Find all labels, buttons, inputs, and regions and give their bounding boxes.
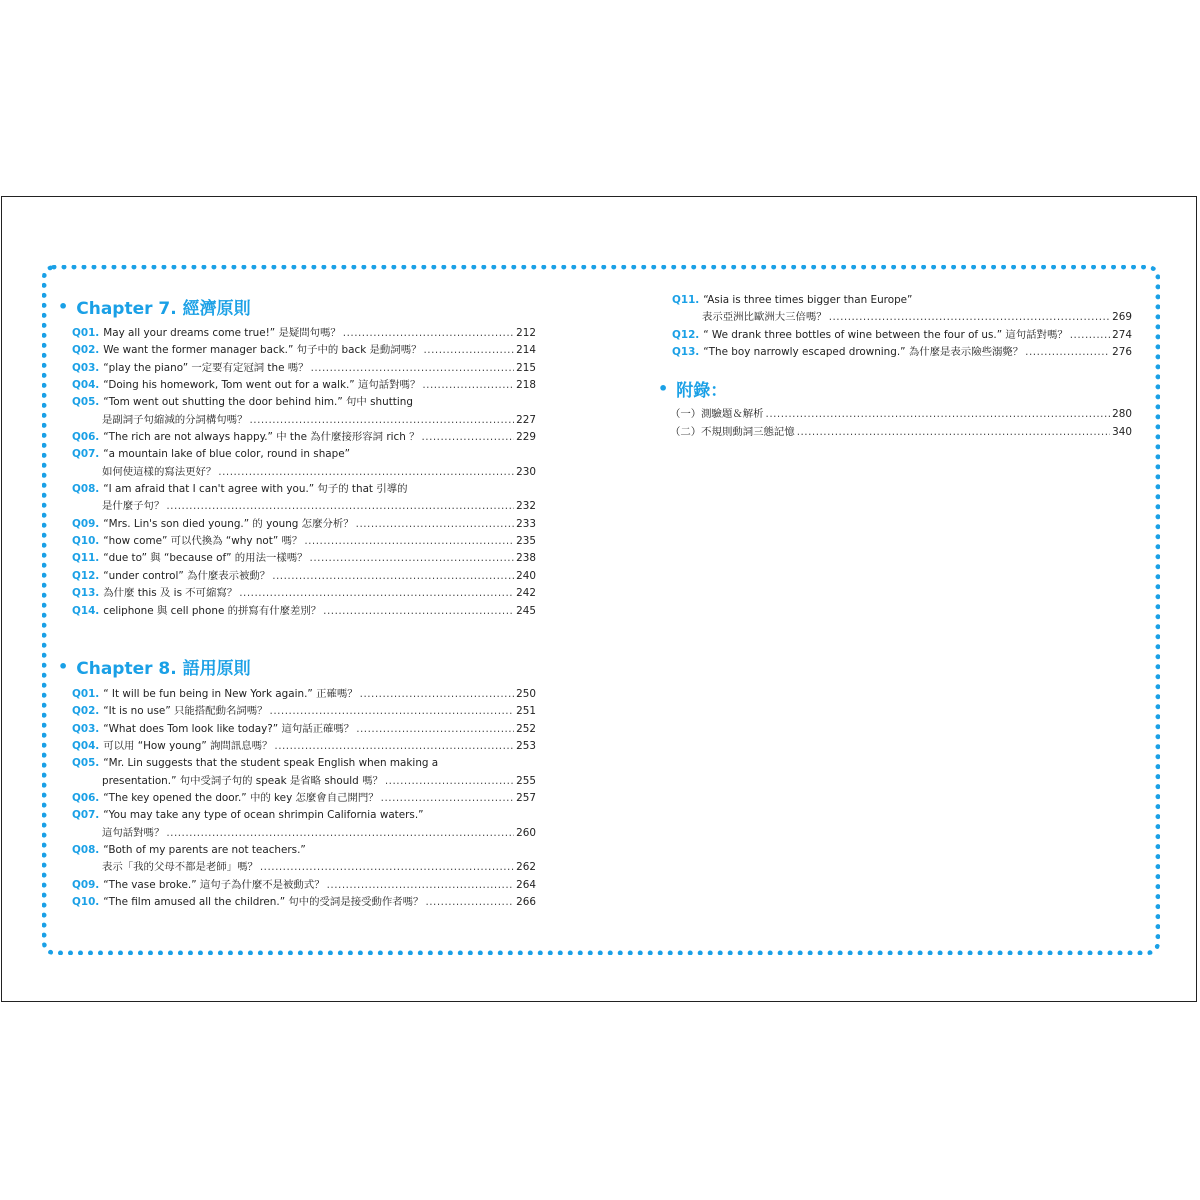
- page-number: 229: [516, 431, 536, 444]
- page-number: 251: [516, 705, 536, 718]
- question-number: Q02.: [72, 705, 100, 718]
- toc-line: [72, 859, 536, 876]
- entry-text: “under control” 為什麼表示被動？: [103, 569, 271, 582]
- dot-leader: [829, 309, 1110, 326]
- toc-line: [672, 309, 1132, 326]
- toc-entry: [58, 481, 536, 516]
- dot-leader: [356, 721, 514, 738]
- toc-line: [72, 686, 536, 703]
- dot-leader: [421, 429, 514, 446]
- dot-leader: [797, 423, 1110, 441]
- question-number: Q09.: [72, 517, 100, 530]
- toc-line: [72, 342, 536, 359]
- dot-leader: [381, 790, 515, 807]
- appendix-entries: [658, 405, 1132, 441]
- question-number: Q10.: [72, 895, 100, 908]
- toc-entry: [58, 429, 536, 446]
- toc-entry: [58, 394, 536, 429]
- dot-leader: [272, 568, 514, 585]
- dot-leader: [425, 894, 514, 911]
- entry-text: 可以用 “How young” 詢問訊息嗎？: [103, 739, 273, 752]
- left-column: [58, 293, 536, 911]
- page-number: 255: [516, 774, 536, 787]
- toc-entry: [658, 327, 1132, 344]
- question-number: Q07.: [72, 809, 100, 822]
- question-number: Q05.: [72, 757, 100, 770]
- page-number: 262: [516, 861, 536, 874]
- toc-line: [72, 790, 536, 807]
- page-number: 274: [1112, 328, 1132, 341]
- chapter-8-entries: [58, 686, 536, 911]
- toc-line: [72, 550, 536, 567]
- toc-line: [72, 498, 536, 515]
- question-number: Q01.: [72, 327, 100, 339]
- entry-text: “I am afraid that I can't agree with you.” 句子的 that 引導的: [103, 483, 408, 496]
- question-number: Q10.: [72, 535, 100, 548]
- toc-line: [672, 292, 1132, 309]
- entry-text: May all your dreams come true!” 是疑問句嗎？: [103, 327, 341, 339]
- entry-text: “how come” 可以代換為 “why not” 嗎？: [103, 535, 303, 548]
- appendix-item: [658, 423, 1132, 441]
- page-number: 232: [516, 500, 536, 513]
- entry-text: “The film amused all the children.” 句中的受詞是接受動作者嗎？: [103, 895, 424, 908]
- toc-entry: [58, 550, 536, 567]
- toc-line: [72, 585, 536, 602]
- toc-entry: [58, 342, 536, 359]
- page-number: 235: [516, 535, 536, 548]
- page-number: 214: [516, 344, 536, 357]
- toc-line: [72, 721, 536, 738]
- toc-entry: [58, 585, 536, 602]
- toc-entry: [58, 738, 536, 755]
- dot-leader: [385, 773, 514, 790]
- entry-text: （二）不規則動詞三態記憶: [670, 426, 795, 439]
- toc-line: [72, 755, 536, 772]
- question-number: Q13.: [672, 346, 700, 359]
- entry-text: 是副詞子句縮減的分詞構句嗎？: [102, 413, 248, 426]
- bullet-icon: •: [58, 296, 69, 316]
- appendix-item: [658, 405, 1132, 423]
- page-number: 218: [516, 379, 536, 392]
- chapter-title: Chapter 7. 經濟原則: [76, 298, 251, 319]
- toc-entry: [58, 703, 536, 720]
- toc-line: [72, 842, 536, 859]
- page-number: 238: [516, 552, 536, 565]
- dot-leader: [166, 498, 514, 515]
- toc-line: [72, 773, 536, 790]
- toc-line: [72, 446, 536, 463]
- continued-entries: [658, 292, 1132, 361]
- entry-text: “You may take any type of ocean shrimpin California waters.”: [103, 809, 424, 822]
- toc-entry: [58, 360, 536, 377]
- page-number: 233: [516, 517, 536, 530]
- dot-leader: [766, 405, 1111, 423]
- chapter-7-entries: [58, 325, 536, 620]
- toc-entry: [58, 686, 536, 703]
- toc-entry: [58, 755, 536, 790]
- question-number: Q07.: [72, 448, 100, 461]
- toc-line: [72, 481, 536, 498]
- toc-line: [72, 429, 536, 446]
- dot-leader: [424, 342, 515, 359]
- entry-text: “Mr. Lin suggests that the student speak English when making a: [103, 757, 439, 770]
- toc-line: [72, 533, 536, 550]
- toc-entry: [58, 842, 536, 877]
- page-number: 252: [516, 722, 536, 735]
- question-number: Q01.: [72, 687, 100, 700]
- dot-leader: [249, 412, 514, 429]
- dot-leader: [260, 859, 514, 876]
- question-number: Q12.: [72, 569, 100, 582]
- entry-text: We want the former manager back.” 句子中的 back 是動詞嗎？: [103, 344, 422, 357]
- question-number: Q11.: [72, 552, 100, 565]
- question-number: Q02.: [72, 344, 100, 357]
- toc-line: [72, 412, 536, 429]
- toc-entry: [58, 721, 536, 738]
- dot-leader: [274, 738, 514, 755]
- toc-entry: [58, 568, 536, 585]
- dot-leader: [1025, 344, 1110, 361]
- toc-entry: [58, 807, 536, 842]
- toc-entry: [58, 894, 536, 911]
- toc-line: [72, 516, 536, 533]
- toc-line: [72, 825, 536, 842]
- toc-line: [672, 344, 1132, 361]
- entry-text: “Doing his homework, Tom went out for a walk.” 這句話對嗎？: [103, 379, 421, 392]
- dot-leader: [239, 585, 514, 602]
- question-number: Q13.: [72, 587, 100, 600]
- question-number: Q14.: [72, 604, 100, 617]
- page-number: 230: [516, 465, 536, 478]
- entry-text: “Tom went out shutting the door behind him.” 句中 shutting: [103, 396, 413, 409]
- entry-text: 這句話對嗎？: [102, 826, 165, 839]
- page-number: 253: [516, 739, 536, 752]
- entry-text: presentation.” 句中受詞子句的 speak 是省略 should 嗎？: [102, 774, 383, 787]
- toc-entry: [58, 603, 536, 620]
- page-number: 212: [516, 327, 536, 339]
- toc-line: [72, 703, 536, 720]
- toc-entry: [58, 516, 536, 533]
- toc-line: [72, 377, 536, 394]
- toc-line: [72, 464, 536, 481]
- toc-entry: [58, 377, 536, 394]
- toc-line: [72, 603, 536, 620]
- page-number: 280: [1112, 408, 1132, 421]
- dot-leader: [422, 377, 514, 394]
- toc-entry: [58, 533, 536, 550]
- dot-leader: [166, 825, 514, 842]
- page-number: 276: [1112, 346, 1132, 359]
- toc-entry: [58, 325, 536, 342]
- toc-line: [72, 877, 536, 894]
- toc-entry: [658, 344, 1132, 361]
- page-number: 257: [516, 791, 536, 804]
- entry-text: 為什麼 this 及 is 不可縮寫？: [103, 587, 238, 600]
- bullet-icon: •: [658, 378, 669, 398]
- dot-leader: [343, 325, 514, 342]
- page-number: 269: [1112, 311, 1132, 324]
- entry-text: （一）測驗題＆解析: [670, 408, 764, 421]
- question-number: Q06.: [72, 431, 100, 444]
- dot-leader: [356, 516, 515, 533]
- toc-entry: [658, 292, 1132, 327]
- chapter-7-heading: [58, 293, 536, 319]
- dot-leader: [327, 877, 515, 894]
- page-number: 215: [516, 361, 536, 374]
- dot-leader: [304, 533, 514, 550]
- page-number: 250: [516, 687, 536, 700]
- page-number: 227: [516, 413, 536, 426]
- question-number: Q05.: [72, 396, 100, 409]
- question-number: Q11.: [672, 294, 700, 306]
- toc-line: [670, 405, 1132, 423]
- entry-text: “due to” 與 “because of” 的用法一樣嗎？: [103, 552, 308, 565]
- toc-line: [72, 325, 536, 342]
- question-number: Q09.: [72, 878, 100, 891]
- entry-text: 如何使這樣的寫法更好？: [102, 465, 217, 478]
- entry-text: “It is no use” 只能搭配動名詞嗎？: [103, 705, 268, 718]
- page-number: 245: [516, 604, 536, 617]
- entry-text: “play the piano” 一定要有定冠詞 the 嗎？: [103, 361, 309, 374]
- right-column: [658, 292, 1132, 441]
- page-number: 240: [516, 569, 536, 582]
- entry-text: “Both of my parents are not teachers.”: [103, 843, 306, 856]
- toc-line: [72, 894, 536, 911]
- question-number: Q08.: [72, 843, 100, 856]
- appendix-title: 附錄：: [676, 380, 728, 401]
- entry-text: 是什麼子句？: [102, 500, 165, 513]
- entry-text: “Mrs. Lin's son died young.” 的 young 怎麼分析？: [103, 517, 354, 530]
- entry-text: “The vase broke.” 這句子為什麼不是被動式？: [103, 878, 325, 891]
- toc-line: [72, 360, 536, 377]
- entry-text: “The key opened the door.” 中的 key 怎麼會自己開門？: [103, 791, 379, 804]
- entry-text: celiphone 與 cell phone 的拼寫有什麼差別？: [103, 604, 322, 617]
- page-number: 340: [1112, 426, 1132, 439]
- question-number: Q03.: [72, 361, 100, 374]
- entry-text: “The boy narrowly escaped drowning.” 為什麼是表示險些溺斃？: [703, 346, 1024, 359]
- question-number: Q04.: [72, 379, 100, 392]
- chapter-title: Chapter 8. 語用原則: [76, 659, 251, 680]
- entry-text: “Asia is three times bigger than Europe”: [703, 294, 913, 306]
- dot-leader: [1070, 327, 1110, 344]
- bullet-icon: •: [58, 657, 69, 677]
- toc-line: [72, 568, 536, 585]
- page-number: 260: [516, 826, 536, 839]
- entry-text: “ We drank three bottles of wine between the four of us.” 這句話對嗎？: [703, 328, 1068, 341]
- appendix-heading: [658, 375, 1132, 401]
- entry-text: 表示亞洲比歐洲大三倍嗎？: [702, 311, 827, 324]
- page-number: 242: [516, 587, 536, 600]
- page-number: 264: [516, 878, 536, 891]
- entry-text: “What does Tom look like today?” 這句話正確嗎？: [103, 722, 355, 735]
- question-number: Q03.: [72, 722, 100, 735]
- toc-entry: [58, 446, 536, 481]
- dot-leader: [270, 703, 515, 720]
- toc-line: [72, 394, 536, 411]
- question-number: Q06.: [72, 791, 100, 804]
- toc-line: [670, 423, 1132, 441]
- question-number: Q08.: [72, 483, 100, 496]
- question-number: Q12.: [672, 328, 700, 341]
- dot-leader: [218, 464, 514, 481]
- entry-text: “ It will be fun being in New York again.” 正確嗎？: [103, 687, 358, 700]
- dot-leader: [310, 550, 515, 567]
- entry-text: “a mountain lake of blue color, round in shape”: [103, 448, 351, 461]
- toc-line: [72, 807, 536, 824]
- page-number: 266: [516, 895, 536, 908]
- toc-line: [72, 738, 536, 755]
- chapter-8-heading: [58, 654, 536, 680]
- question-number: Q04.: [72, 739, 100, 752]
- entry-text: “The rich are not always happy.” 中 the 為什麼接形容詞 rich ？: [103, 431, 420, 444]
- entry-text: 表示「我的父母不都是老師」嗎？: [102, 861, 258, 874]
- toc-entry: [58, 790, 536, 807]
- dot-leader: [323, 603, 514, 620]
- toc-entry: [58, 877, 536, 894]
- toc-line: [672, 327, 1132, 344]
- dot-leader: [360, 686, 515, 703]
- dot-leader: [311, 360, 515, 377]
